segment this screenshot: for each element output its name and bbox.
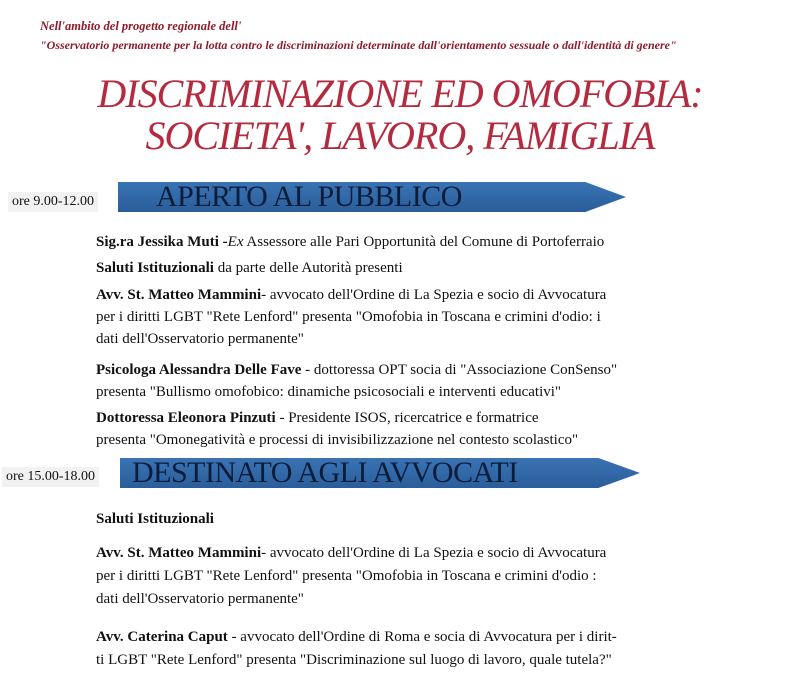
speaker-mammini-am: Avv. St. Matteo Mammini- avvocato dell'Ordine di La Spezia e socio di Avvocatura bbox=[96, 287, 607, 303]
speaker-delle-fave: Psicologa Alessandra Delle Fave - dottoressa OPT socia di "Associazione ConSenso" bbox=[96, 362, 618, 378]
page-title-line-2: SOCIETA', LAVORO, FAMIGLIA bbox=[145, 113, 655, 158]
speaker-mammini-am-line2: per i diritti LGBT "Rete Lenford" presenta "Omofobia in Toscana e crimini d'odio: i bbox=[96, 309, 601, 325]
speaker-mammini-pm: Avv. St. Matteo Mammini- avvocato dell'Ordine di La Spezia e socio di Avvocatura bbox=[96, 545, 607, 561]
cropped-header bbox=[250, 0, 510, 2]
speaker-pinzuti: Dottoressa Eleonora Pinzuti - Presidente ISOS, ricercatrice e formatrice bbox=[96, 410, 539, 426]
page-title-line-1: DISCRIMINAZIONE ED OMOFOBIA: bbox=[97, 71, 703, 116]
intro-line-2: "Osservatorio permanente per la lotta contro le discriminazioni determinate dall'orientamento sessuale o dall'identità di genere" bbox=[40, 38, 677, 52]
afternoon-banner-label: DESTINATO AGLI AVVOCATI bbox=[132, 456, 518, 489]
speaker-pinzuti-line2: presenta "Omonegatività e processi di invisibilizzazione nel contesto scolastico" bbox=[96, 432, 579, 448]
morning-banner-label: APERTO AL PUBBLICO bbox=[156, 180, 462, 213]
speaker-mammini-pm-line2: per i diritti LGBT "Rete Lenford" presenta "Omofobia in Toscana e crimini d'odio : bbox=[96, 568, 597, 584]
speaker-caput: Avv. Caterina Caput - avvocato dell'Ordine di Roma e socia di Avvocatura per i dirit- bbox=[96, 629, 617, 645]
speaker-mammini-pm-line3: dati dell'Osservatorio permanente" bbox=[96, 591, 304, 607]
institutional-greetings: Saluti Istituzionali da parte delle Autorità presenti bbox=[96, 260, 403, 276]
speaker-caput-line2: ti LGBT "Rete Lenford" presenta "Discriminazione sul luogo di lavoro, quale tutela?" bbox=[96, 652, 612, 668]
speaker-mammini-am-line3: dati dell'Osservatorio permanente" bbox=[96, 331, 304, 347]
morning-time: ore 9.00-12.00 bbox=[8, 192, 98, 212]
afternoon-time: ore 15.00-18.00 bbox=[2, 467, 99, 487]
institutional-greetings-pm: Saluti Istituzionali bbox=[96, 511, 214, 527]
speaker-delle-fave-line2: presenta "Bullismo omofobico: dinamiche psicosociali e interventi educativi" bbox=[96, 384, 562, 400]
speaker-muti: Sig.ra Jessika Muti -Ex Assessore alle Pari Opportunità del Comune di Portoferraio bbox=[96, 234, 605, 250]
intro-line-1: Nell'ambito del progetto regionale dell' bbox=[40, 19, 242, 33]
